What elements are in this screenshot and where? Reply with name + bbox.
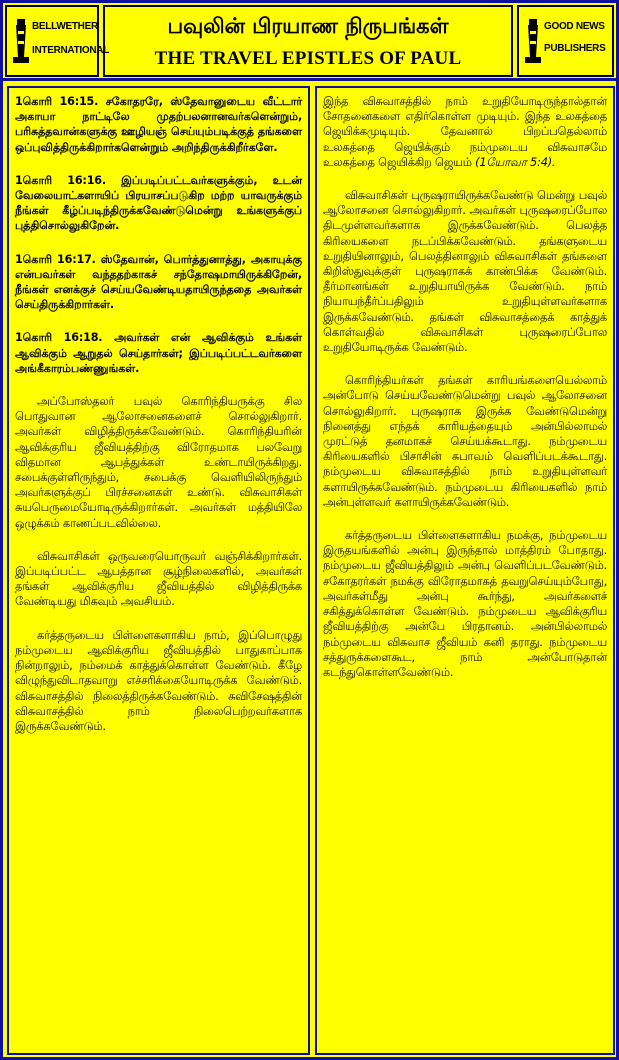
right-column bbox=[315, 86, 615, 1055]
verse-16-16: 1கொரி 16:16. இப்படிப்பட்டவர்களுக்கும், உடன் வேலையாட்களாயிப் பிரயாசப்படுகிற மற்ற யாவருக்கும் நீங்கள் கீழ்ப்படிந்திருக்கவேண்டுமென்று உங்களுக்குப் புத்திசொல்லுகிறேன். bbox=[15, 173, 302, 233]
good-news-line1: GOOD NEWS bbox=[544, 21, 605, 32]
bellwether-logo bbox=[5, 5, 110, 77]
lighthouse-icon bbox=[524, 17, 542, 65]
commentary-paragraph: விசுவாசிகள் புருஷராயிருக்கவேண்டு மென்று பவுல் ஆலோசனை சொல்லுகிறார். அவர்கள் புருஷரைப்போல திடமுள்ளவர்களாக இருக்கவேண்டும். பெலத்த கிரியைகளை நடப்பிக்கவேண்டும். தங்களுடைய உறுதியினாலும், பெலத்தினாலும் விசுவாசிகள் தங்களை கிறிஸ்துவுக்குள் புருஷராகக் காண்பிக்க வேண்டும். தீர்மானங்கள் உறுதியாயிருக்க வேண்டும். நாம் நியாயந்தீர்ப்பதிலும் உறுதியுள்ளவர்களாக இருக்கவேண்டும். தங்கள் விசுவாசத்தைக் காத்துக் கொள்வதில் விசுவாசிகள் புருஷரைப்போல உறுதியோடிருக்க வேண்டும். bbox=[323, 188, 607, 355]
verse-16-15: 1கொரி 16:15. சகோதரரே, ஸ்தேவானுடைய வீட்டார் அகாயா நாட்டிலே முதற்பலனானவர்களென்றும், பரிசுத்தவான்களுக்கு ஊழியஞ் செய்யும்படிக்குத் தங்களை ஒப்புவித்திருக்கிறார்களென்றும் அறிந்திருக்கிறீர்களே. bbox=[15, 95, 302, 154]
page-title-english: THE TRAVEL EPISTLES OF PAUL bbox=[154, 48, 462, 69]
commentary-paragraph: கொரிந்தியர்கள் தங்கள் காரியங்களையெல்லாம் அன்போடு செய்யவேண்டுமென்று பவுல் ஆலோசனை சொல்லுகிறார். புருஷராக இருக்க வேண்டுமென்று நினைத்து எந்தக் காரியத்தையும் அன்பில்லாமல் முரட்டுத் தனமாகச் செய்யக்கூடாது. நம்முடைய கிரியைகளில் பிசாசின் சுபாவம் வெளிப்படக்கூடாது. நம்முடைய விசுவாசத்தில் நாம் உறுதியுள்ளவர் களாயிருக்கவேண்டும். நம்முடைய கிரியைகளில் நாம் அன்புள்ளவர் களாயிருக்கவேண்டும். bbox=[323, 373, 607, 509]
lighthouse-icon bbox=[12, 17, 30, 65]
commentary-paragraph: அப்போஸ்தலர் பவுல் கொரிந்தியருக்கு சில பொதுவான ஆலோசனைகளைச் சொல்லுகிறார். அவர்கள் விழித்திருக்கவேண்டும். கொரிந்தியரின் ஆவிக்குரிய ஜீவியத்திற்கு விரோதமாக பலவேறு விதமான ஆபத்துக்கள் உண்டாயிருக்கிறது. சபைக்குள்ளிருந்தும், சபைக்கு வெளியிலிருந்தும் அவர்களுக்குப் பிரச்சனைகள் உண்டு. விசுவாசிகள் சுயபெருமையோடிருக்கிறார்கள். அவர்கள் மத்தியிலே ஒழுக்கம் காணப்படவில்லை. bbox=[15, 394, 302, 530]
scripture-reference: (1யோவா 5:4). bbox=[475, 154, 556, 169]
paragraph-text: இந்த விசுவாசத்தில் நாம் உறுதியோடிருந்தால்தான் சோதனைகளை எதிர்கொள்ள முடியும். இந்த உலகத்தை ஜெயிக்கமுடியும். தேவனால் பிறப்பதெல்லாம் உலகத்தை ஜெயிக்கும் நம்முடைய விசுவாசமே உலகத்தை ஜெயிக்கிற ஜெயம் bbox=[323, 94, 607, 169]
title-box bbox=[103, 5, 513, 77]
page-title-tamil: பவுலின் பிரயாண நிருபங்கள் bbox=[167, 14, 449, 38]
commentary-paragraph: விசுவாசிகள் ஒருவரையொருவர் வஞ்சிக்கிறார்கள். இப்படிப்பட்ட ஆபத்தான சூழ்நிலைகளில், அவர்கள் தங்கள் ஆவிக்குரிய ஜீவியத்தில் விழித்திருக்க வேண்டியது மிகவும் அவசியம். bbox=[15, 548, 302, 609]
verse-16-17: 1கொரி 16:17. ஸ்தேவான், பொர்த்துனாத்து, அகாயுக்கு என்பவர்கள் வந்ததற்காகச் சந்தோஷமாயிருக்கிறேன், நீங்கள் எனக்குச் செய்யவேண்டியதாயிருந்ததை அவர்கள் செய்திருக்கிறார்கள். bbox=[15, 252, 302, 312]
commentary-paragraph bbox=[323, 94, 607, 170]
bellwether-line2: INTERNATIONAL bbox=[32, 45, 110, 56]
commentary-paragraph: கர்த்தருடைய பிள்ளைகளாகிய நாம், இப்பொழுது நம்முடைய ஆவிக்குரிய ஜீவியத்தில் பாதுகாப்பாக நின்றாலும், நம்மைக் காத்துக்கொள்ள வேண்டும். கீழே விழுந்துவிடாதவாறு எச்சரிக்கையோடிருக்க வேண்டும். விசுவாசத்தில் நிலைத்திருக்கவேண்டும். சுவிசேஷத்தின் விசுவாசத்தில் நாம் நிலைபெற்றவர்களாக இருக்கவேண்டும். bbox=[15, 627, 302, 733]
left-column bbox=[7, 86, 310, 1055]
bellwether-line1: BELLWETHER bbox=[32, 21, 98, 32]
header bbox=[3, 3, 616, 81]
good-news-logo bbox=[517, 5, 614, 77]
verse-16-18: 1கொரி 16:18. அவர்கள் என் ஆவிக்கும் உங்கள் ஆவிக்கும் ஆறுதல் செய்தார்கள்; இப்படிப்பட்டவர்களை அங்கீகாரம்பண்ணுங்கள். bbox=[15, 331, 302, 375]
commentary-paragraph: கர்த்தருடைய பிள்ளைகளாகிய நமக்கு, நம்முடைய இருதயங்களில் அன்பு இருந்தால் மாத்திரம் போதாது. நம்முடைய ஜீவியத்திலும் அன்பு வெளிப்படவேண்டும். சகோதரர்கள் நமக்கு விரோதமாகத் தவறுசெய்யும்போது, அவர்கள்மீது அன்பு கூர்ந்து, அவர்களைச் சகித்துக்கொள்ள வேண்டும். நம்முடைய ஆவிக்குரிய ஜீவியத்திற்கு அன்பே பிரதானம். அன்பில்லாமல் நம்முடைய விசுவாச ஜீவியம் கனி தராது. நம்முடைய சத்துருக்களைகூட, நாம் அன்போடுதான் கடந்துகொள்ளவேண்டும். bbox=[323, 528, 607, 679]
good-news-line2: PUBLISHERS bbox=[544, 43, 606, 54]
